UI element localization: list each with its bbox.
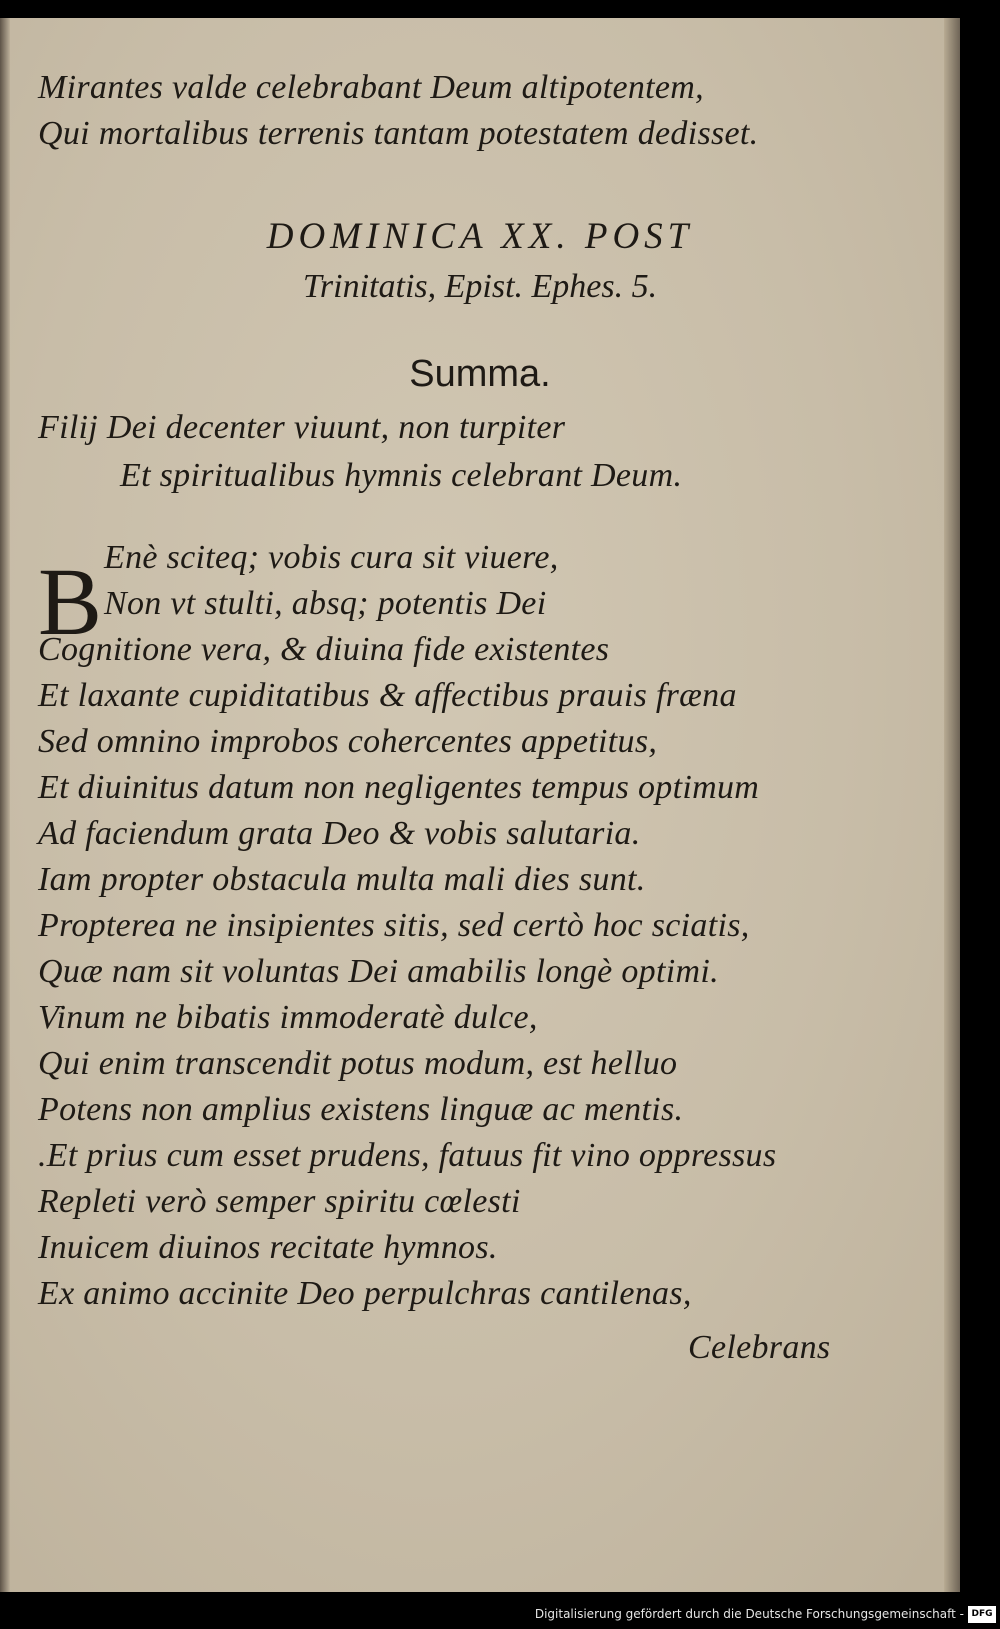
- verse-line: Propterea ne insipientes sitis, sed certò hoc sciatis,: [38, 907, 750, 944]
- summa-line-1: Filij Dei decenter viuunt, non turpiter: [38, 409, 566, 446]
- summa-line-2: Et spiritualibus hymnis celebrant Deum.: [120, 457, 683, 494]
- verse-line: Non vt stulti, absq; potentis Dei: [104, 585, 547, 622]
- verse-line: Ex animo accinite Deo perpulchras cantilenas,: [38, 1275, 692, 1312]
- catchword: Celebrans: [688, 1329, 831, 1366]
- verse-line: Cognitione vera, & diuina fide existentes: [38, 631, 610, 668]
- verse-line: Ad faciendum grata Deo & vobis salutaria.: [38, 815, 641, 852]
- verse-line: Qui enim transcendit potus modum, est helluo: [38, 1045, 678, 1082]
- verse-line: Repleti verò semper spiritu cœlesti: [38, 1183, 521, 1220]
- digitization-footer: [0, 1603, 1000, 1629]
- verse-line: Inuicem diuinos recitate hymnos.: [38, 1229, 498, 1266]
- verse-line: Quæ nam sit voluntas Dei amabilis longè optimi.: [38, 953, 719, 990]
- drop-cap: B: [38, 548, 103, 655]
- top-line-1: Mirantes valde celebrabant Deum altipotentem,: [38, 69, 704, 106]
- section-heading: DOMINICA XX. POST: [266, 216, 694, 257]
- top-line-2: Qui mortalibus terrenis tantam potestatem dedisset.: [38, 115, 759, 152]
- verse-line: Vinum ne bibatis immoderatè dulce,: [38, 999, 538, 1036]
- section-subheading: Trinitatis, Epist. Ephes. 5.: [302, 268, 658, 305]
- verse-line: Et diuinitus datum non negligentes tempus optimum: [38, 769, 760, 806]
- verse-line: Potens non amplius existens linguæ ac mentis.: [38, 1091, 684, 1128]
- verse-line: .Et prius cum esset prudens, fatuus fit vino oppressus: [38, 1137, 777, 1174]
- verse-line: Sed omnino improbos cohercentes appetitus,: [38, 723, 658, 760]
- summa-heading: Summa.: [409, 353, 551, 395]
- footer-credit: Digitalisierung gefördert durch die Deutsche Forschungsgemeinschaft -: [534, 1607, 964, 1621]
- verse-line: Et laxante cupiditatibus & affectibus prauis fræna: [38, 677, 737, 714]
- dfg-logo-icon: DFG: [968, 1606, 996, 1623]
- verse-line: Iam propter obstacula multa mali dies sunt.: [38, 861, 646, 898]
- verse-line: Enè sciteq; vobis cura sit viuere,: [104, 539, 559, 576]
- book-page: [0, 18, 960, 1592]
